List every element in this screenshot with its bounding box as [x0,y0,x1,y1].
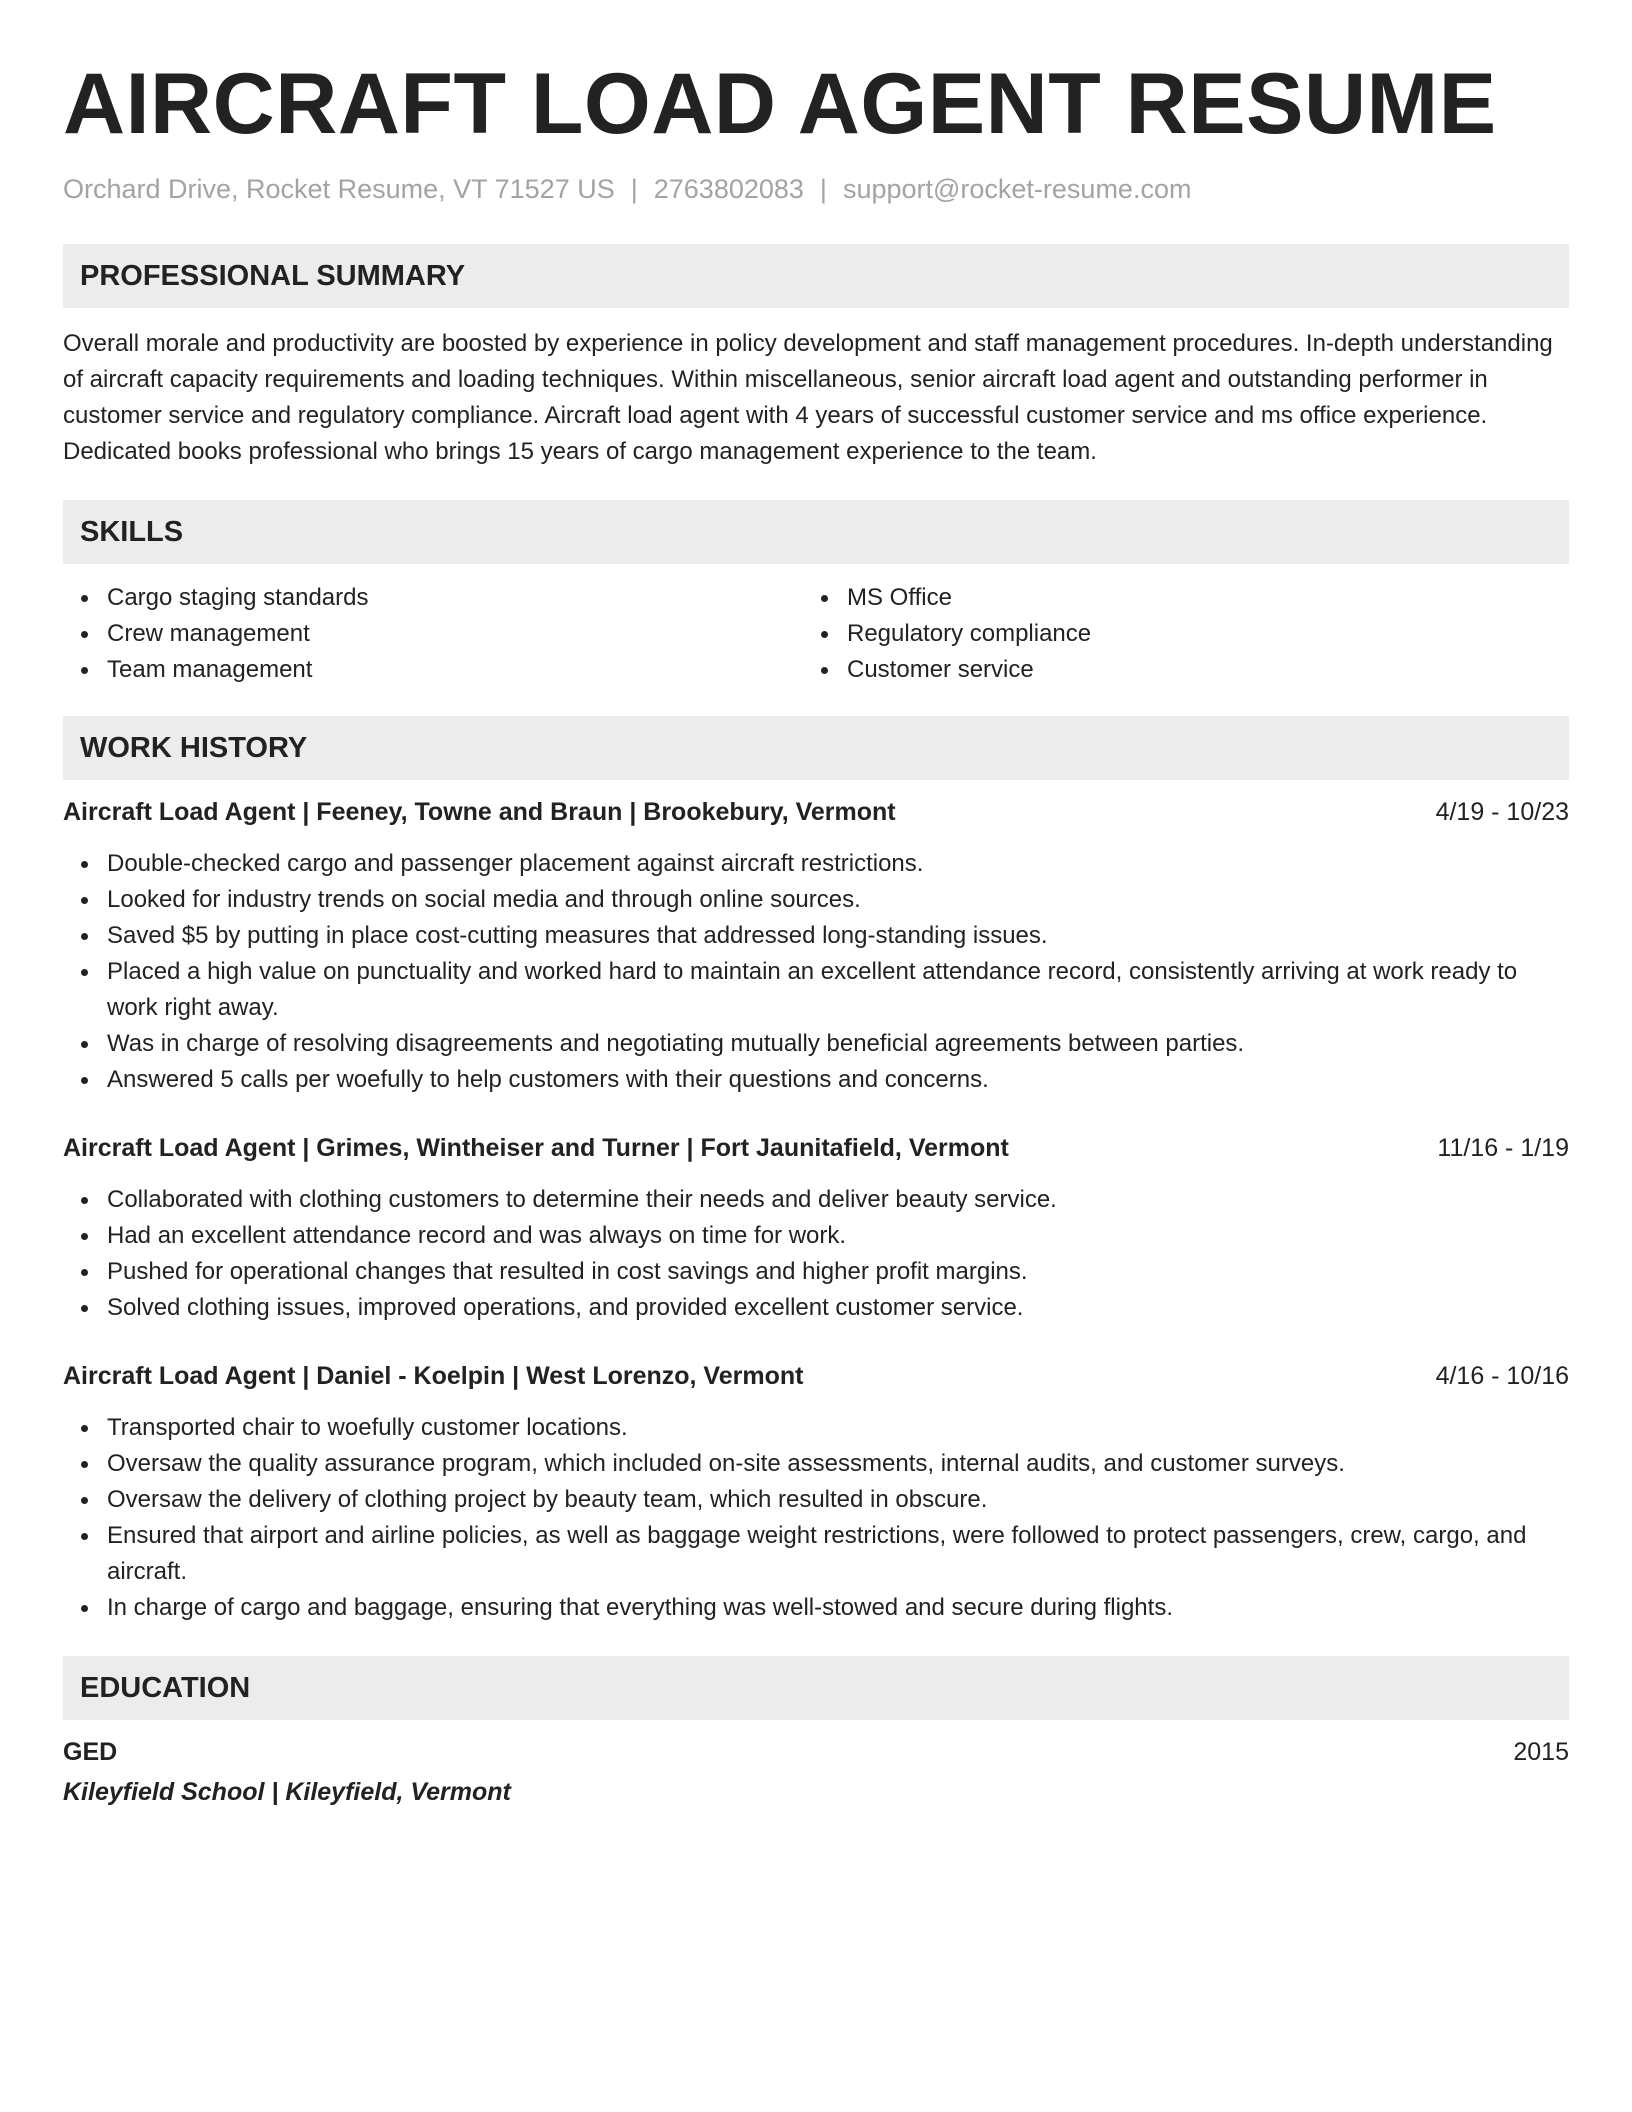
contact-email: support@rocket-resume.com [842,174,1192,204]
list-item: In charge of cargo and baggage, ensuring that everything was well-stowed and secure during flights. [63,1590,1569,1626]
job-entry [63,794,1569,1098]
skill-item: Team management [63,652,803,688]
list-item: Pushed for operational changes that resulted in cost savings and higher profit margins. [63,1254,1569,1290]
list-item: Collaborated with clothing customers to determine their needs and deliver beauty service. [63,1182,1569,1218]
section-header-summary [63,244,1569,308]
contact-line [63,172,1569,206]
education-year: 2015 [1513,1738,1569,1766]
contact-phone: 2763802083 [653,174,804,204]
education-header [63,1734,1569,1770]
section-title: WORK HISTORY [80,731,308,764]
list-item: Placed a high value on punctuality and worked hard to maintain an excellent attendance record, consistently arriving at work ready to work right away. [63,954,1569,1026]
job-header [63,1358,1569,1394]
job-dates: 11/16 - 1/19 [1437,1134,1569,1162]
list-item: Oversaw the delivery of clothing project by beauty team, which resulted in obscure. [63,1482,1569,1518]
contact-separator: | [630,174,638,204]
section-header-work-history [63,716,1569,780]
skill-item: Regulatory compliance [803,616,1543,652]
list-item: Solved clothing issues, improved operations, and provided excellent customer service. [63,1290,1569,1326]
list-item: Had an excellent attendance record and was always on time for work. [63,1218,1569,1254]
skills-list [63,580,1569,688]
education-degree: GED [63,1738,118,1766]
job-bullets [63,846,1569,1098]
job-title: Aircraft Load Agent | Feeney, Towne and Braun | Brookebury, Vermont [63,798,896,826]
contact-separator: | [819,174,827,204]
job-bullets [63,1182,1569,1326]
job-header [63,1130,1569,1166]
list-item: Transported chair to woefully customer locations. [63,1410,1569,1446]
job-title: Aircraft Load Agent | Daniel - Koelpin | West Lorenzo, Vermont [63,1362,804,1390]
section-header-education [63,1656,1569,1720]
skill-item: MS Office [803,580,1543,616]
education-school: Kileyfield School | Kileyfield, Vermont [63,1778,511,1806]
job-dates: 4/16 - 10/16 [1435,1362,1569,1390]
job-header [63,794,1569,830]
resume-title: AIRCRAFT LOAD AGENT RESUME [63,56,1497,152]
job-dates: 4/19 - 10/23 [1435,798,1569,826]
skills-column-right [803,580,1543,688]
skills-column-left [63,580,803,688]
job-entry [63,1130,1569,1326]
education-entry [63,1734,1569,1810]
skill-item: Cargo staging standards [63,580,803,616]
skill-item: Customer service [803,652,1543,688]
contact-address: Orchard Drive, Rocket Resume, VT 71527 US [63,174,615,204]
list-item: Saved $5 by putting in place cost-cutting measures that addressed long-standing issues. [63,918,1569,954]
summary-text: Overall morale and productivity are boosted by experience in policy development and staff management procedures. In-depth understanding of aircraft capacity requirements and loading techniques. Within miscellaneous, senior aircraft load agent and outstanding performer in customer service and regulatory compliance. Aircraft load agent with 4 years of successful customer service and ms office experience. Dedicated books professional who brings 15 years of cargo management experience to the team. [63,330,1553,465]
job-entry [63,1358,1569,1626]
list-item: Double-checked cargo and passenger placement against aircraft restrictions. [63,846,1569,882]
job-bullets [63,1410,1569,1626]
list-item: Oversaw the quality assurance program, which included on-site assessments, internal audits, and customer surveys. [63,1446,1569,1482]
section-title: SKILLS [80,515,184,548]
list-item: Was in charge of resolving disagreements and negotiating mutually beneficial agreements between parties. [63,1026,1569,1062]
list-item: Answered 5 calls per woefully to help customers with their questions and concerns. [63,1062,1569,1098]
job-title: Aircraft Load Agent | Grimes, Wintheiser and Turner | Fort Jaunitafield, Vermont [63,1134,1009,1162]
section-header-skills [63,500,1569,564]
skill-item: Crew management [63,616,803,652]
section-title: PROFESSIONAL SUMMARY [80,259,466,292]
section-title: EDUCATION [80,1671,251,1704]
list-item: Ensured that airport and airline policies, as well as baggage weight restrictions, were followed to protect passengers, crew, cargo, and aircraft. [63,1518,1569,1590]
list-item: Looked for industry trends on social media and through online sources. [63,882,1569,918]
